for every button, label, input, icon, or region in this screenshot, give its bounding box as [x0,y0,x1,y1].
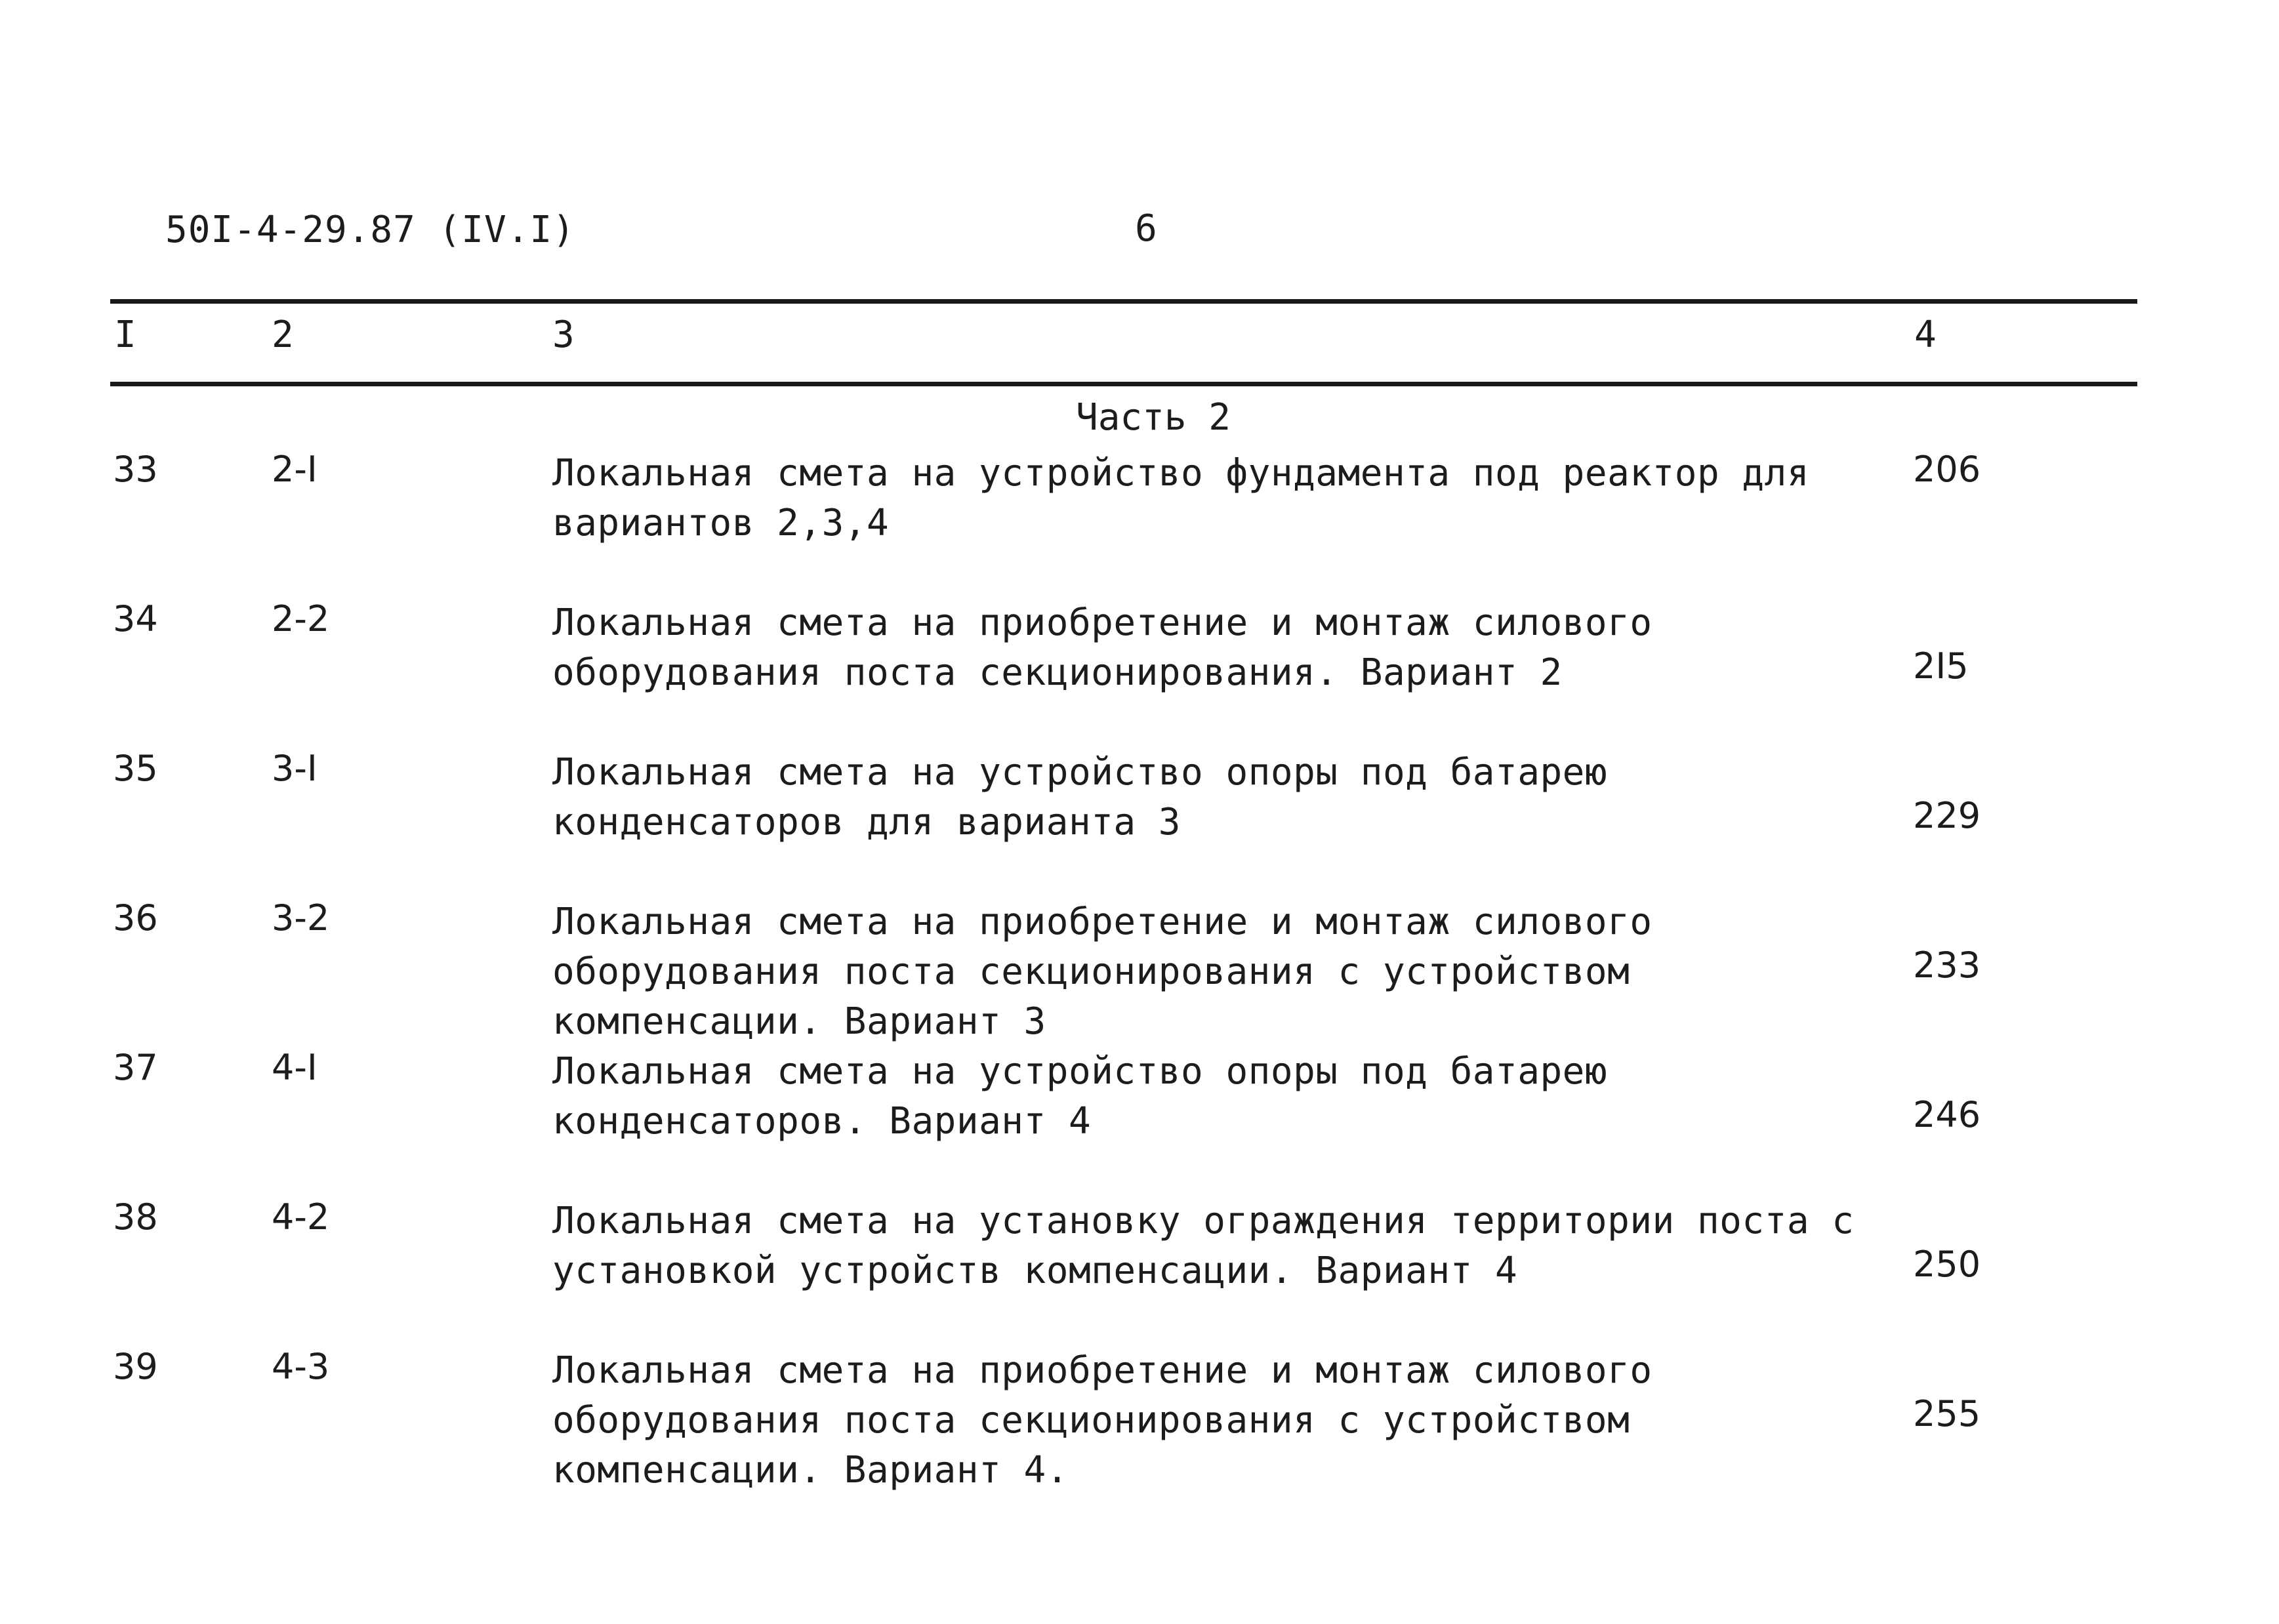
estimate-title: Локальная смета на устройство фундамента под реактор для вариантов 2,3,4 [552,452,1810,544]
row-number: 39 [113,1346,158,1387]
table-row [0,449,2279,554]
page-ref: 206 [1913,449,1981,490]
estimate-code: 2-I [272,449,318,490]
row-number: 38 [113,1196,158,1238]
page-ref: 229 [1913,795,1981,836]
column-header-4: 4 [1914,314,1937,356]
table-row [0,598,2279,703]
row-number: 33 [113,449,158,490]
part-title: Часть 2 [1076,396,1231,439]
estimate-title: Локальная смета на устройство опоры под батарею конденсаторов для варианта 3 [552,751,1608,843]
table-header-rule [110,382,2137,386]
document-code: 50I-4-29.87 (IV.I) [165,209,575,251]
estimate-code: 2-2 [272,598,330,639]
row-number: 36 [113,897,158,939]
page-ref: 250 [1913,1244,1981,1285]
page-ref: 2I5 [1913,645,1969,687]
page-ref: 233 [1913,944,1981,986]
table-row [0,1047,2279,1152]
column-header-1: I [114,314,136,356]
page-number: 6 [1135,207,1157,250]
page-ref: 255 [1913,1393,1981,1434]
column-header-2: 2 [272,314,294,356]
estimate-code: 3-2 [272,897,330,939]
row-number: 37 [113,1047,158,1088]
table-row [0,897,2279,1043]
estimate-title: Локальная смета на приобретение и монтаж силового оборудования поста секционирования с устройством компенсации. Вариант 3 [552,901,1653,1043]
table-row [0,1196,2279,1301]
column-header-3: 3 [552,314,575,356]
estimate-code: 3-I [272,748,318,789]
estimate-code: 4-3 [272,1346,330,1387]
estimate-title: Локальная смета на приобретение и монтаж силового оборудования поста секционирования. Вариант 2 [552,601,1653,694]
estimate-title: Локальная смета на установку ограждения территории поста с установкой устройств компенсации. Вариант 4 [552,1200,1855,1292]
estimate-title: Локальная смета на устройство опоры под батарею конденсаторов. Вариант 4 [552,1050,1608,1143]
page-ref: 246 [1913,1094,1981,1135]
table-top-rule [110,299,2137,304]
row-number: 35 [113,748,158,789]
estimate-code: 4-2 [272,1196,330,1238]
table-row [0,1346,2279,1492]
table-row [0,748,2279,853]
estimate-title: Локальная смета на приобретение и монтаж силового оборудования поста секционирования с устройством компенсации. Вариант 4. [552,1349,1653,1492]
row-number: 34 [113,598,158,639]
estimate-code: 4-I [272,1047,318,1088]
